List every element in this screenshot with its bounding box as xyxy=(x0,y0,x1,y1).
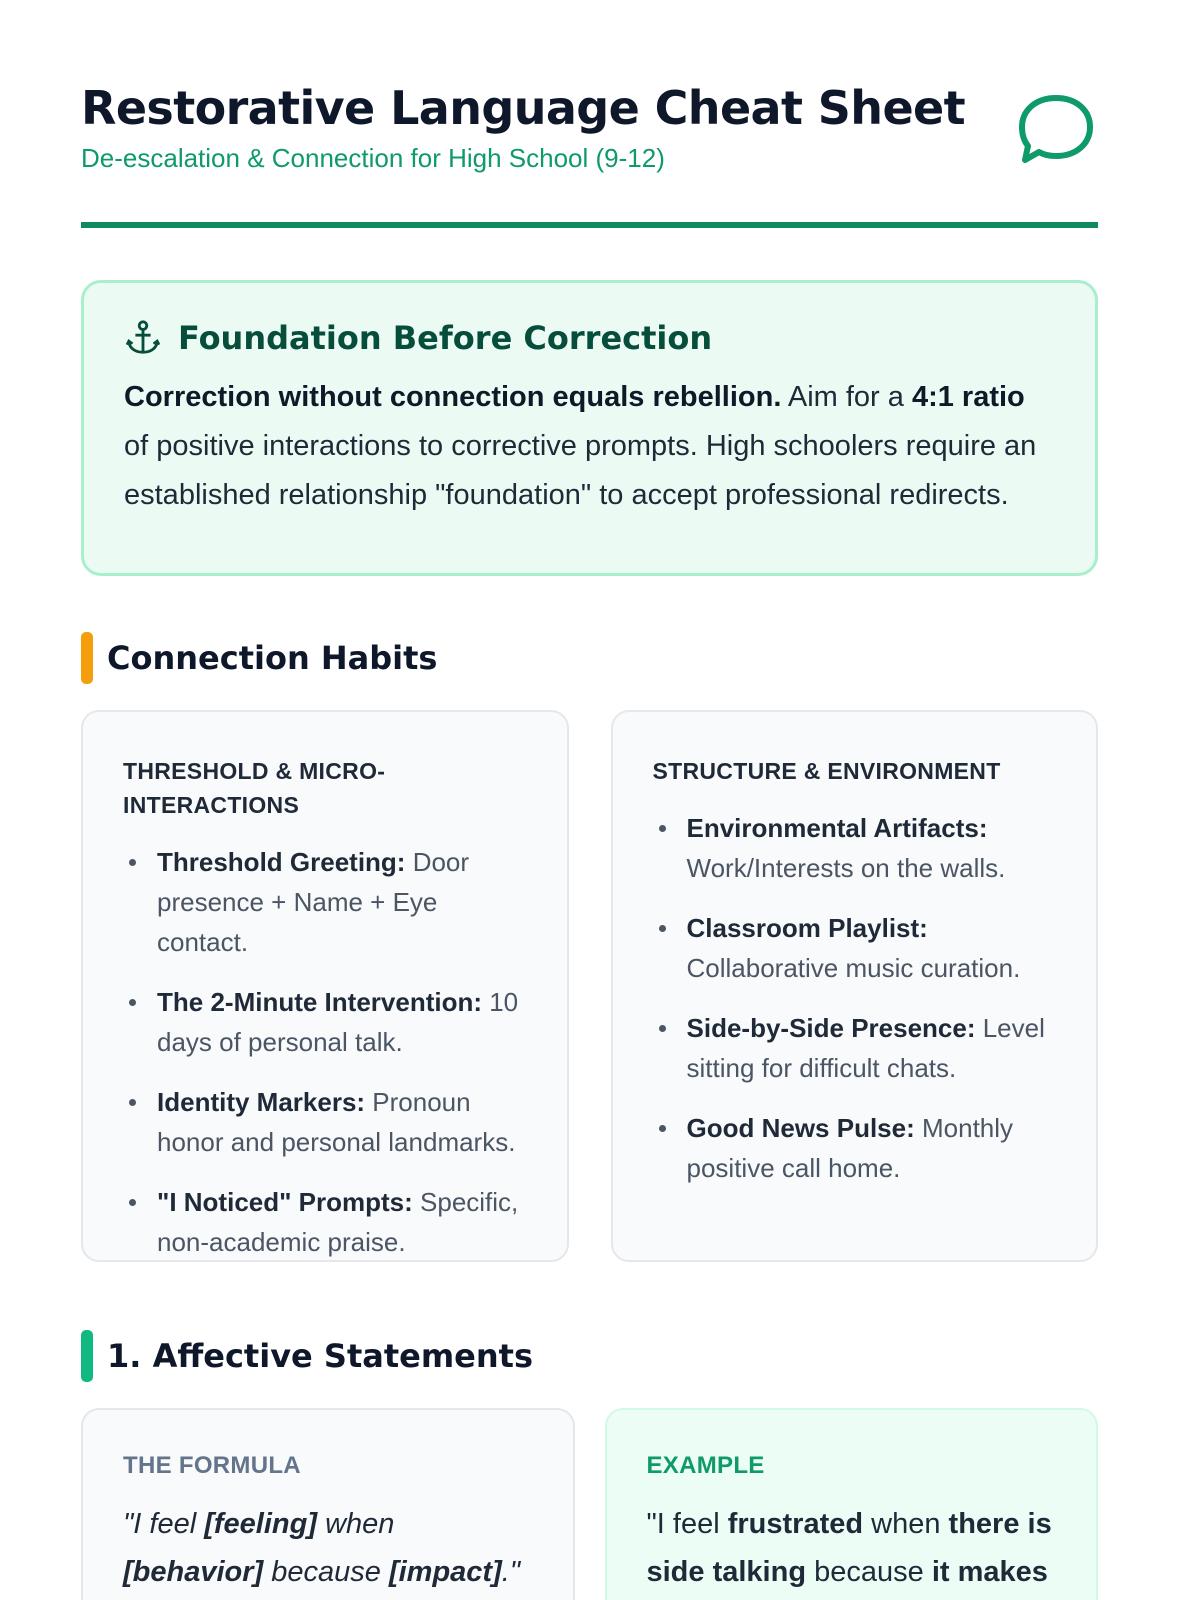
item-desc: Specific, non-academic praise. xyxy=(157,1187,519,1257)
card-label: EXAMPLE xyxy=(646,1452,765,1479)
section-title: 1. Affective Statements xyxy=(107,1337,533,1375)
foundation-text-part: of positive interactions to corrective prompts. High schoolers require an established relationship "foundation" to accept professional redirects. xyxy=(124,430,1037,511)
section-accent-bar xyxy=(81,632,93,684)
formula-text xyxy=(123,1500,533,1596)
formula-part: when xyxy=(317,1508,395,1540)
formula-part: ." xyxy=(501,1556,521,1588)
formula-placeholder: [impact] xyxy=(388,1556,502,1588)
example-part: when xyxy=(863,1508,949,1540)
item-desc: Pronoun honor and personal landmarks. xyxy=(157,1087,516,1157)
item-desc: Door presence + Name + Eye contact. xyxy=(157,847,470,957)
item-term: Side-by-Side Presence: xyxy=(686,1013,976,1043)
list-item xyxy=(123,842,527,962)
foundation-lead: Correction without connection equals rebellion. xyxy=(124,381,782,413)
habit-card-structure xyxy=(611,710,1099,1262)
foundation-header xyxy=(124,319,1055,357)
item-term: "I Noticed" Prompts: xyxy=(157,1187,413,1217)
foundation-text-part: Aim for a xyxy=(781,381,912,413)
section-affective-statements xyxy=(81,1330,1098,1382)
list-item xyxy=(653,908,1057,988)
example-text xyxy=(647,1500,1057,1596)
list-item xyxy=(653,1108,1057,1188)
card-label: STRUCTURE & ENVIRONMENT xyxy=(652,758,1001,784)
habit-card-threshold xyxy=(81,710,569,1262)
speech-bubble-icon xyxy=(1016,90,1096,170)
habit-list xyxy=(123,842,527,1262)
foundation-callout xyxy=(81,280,1098,576)
item-term: Good News Pulse: xyxy=(686,1113,915,1143)
formula-part: "I feel xyxy=(123,1508,205,1540)
example-highlight: frustrated xyxy=(727,1508,864,1540)
list-item xyxy=(653,808,1057,888)
formula-part: because xyxy=(263,1556,389,1588)
item-term: Environmental Artifacts: xyxy=(686,813,988,843)
item-term: Threshold Greeting: xyxy=(157,847,406,877)
habit-list xyxy=(653,808,1057,1188)
foundation-text xyxy=(124,373,1055,520)
item-term: Identity Markers: xyxy=(157,1087,366,1117)
section-accent-bar xyxy=(81,1330,93,1382)
item-desc: Work/Interests on the walls. xyxy=(686,853,1006,883)
page-subtitle: De-escalation & Connection for High School (9-12) xyxy=(81,143,665,173)
formula-placeholder: [behavior] xyxy=(123,1556,264,1588)
example-card xyxy=(605,1408,1099,1600)
page-title: Restorative Language Cheat Sheet xyxy=(81,81,966,135)
page-header xyxy=(81,0,1098,228)
item-desc: Monthly positive call home. xyxy=(686,1113,1014,1183)
list-item xyxy=(123,982,527,1062)
example-part: because xyxy=(806,1556,932,1588)
foundation-title: Foundation Before Correction xyxy=(178,319,713,357)
item-desc: Collaborative music curation. xyxy=(686,953,1021,983)
ratio-highlight: 4:1 ratio xyxy=(911,381,1025,413)
section-title: Connection Habits xyxy=(107,639,438,677)
card-label: THE FORMULA xyxy=(123,1452,301,1479)
example-part: "I feel xyxy=(646,1508,728,1540)
item-desc: 10 days of personal talk. xyxy=(157,987,519,1057)
formula-placeholder: [feeling] xyxy=(204,1508,318,1540)
item-term: Classroom Playlist: xyxy=(686,913,928,943)
formula-card xyxy=(81,1408,575,1600)
affective-cards xyxy=(81,1408,1098,1600)
item-desc: Level sitting for difficult chats. xyxy=(686,1013,1045,1083)
anchor-icon xyxy=(124,319,162,357)
item-term: The 2-Minute Intervention: xyxy=(157,987,482,1017)
example-highlight: there is side talking xyxy=(646,1508,1052,1588)
section-connection-habits xyxy=(81,632,1098,684)
connection-habits-cards xyxy=(81,710,1098,1262)
card-label: THRESHOLD & MICRO-INTERACTIONS xyxy=(123,758,386,818)
example-highlight: it makes xyxy=(931,1556,1048,1588)
list-item xyxy=(123,1182,527,1262)
list-item xyxy=(123,1082,527,1162)
list-item xyxy=(653,1008,1057,1088)
